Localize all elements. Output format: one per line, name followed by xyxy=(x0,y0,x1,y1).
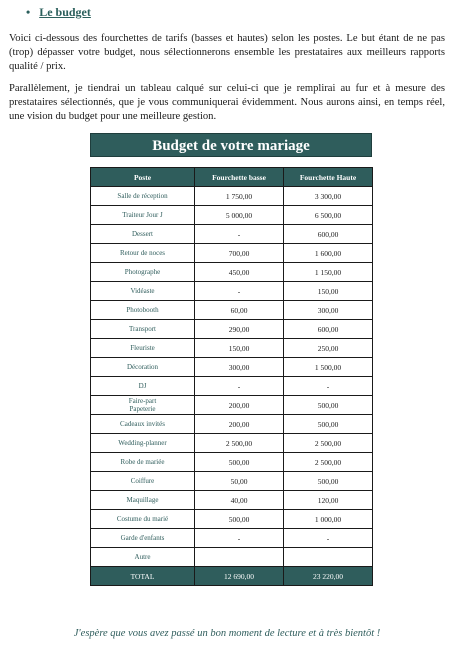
cell-poste: Photobooth xyxy=(91,301,195,320)
header-low: Fourchette basse xyxy=(195,168,284,187)
cell-poste: Photographe xyxy=(91,263,195,282)
cell-poste: Maquillage xyxy=(91,491,195,510)
cell-low: - xyxy=(195,377,284,396)
cell-high: 300,00 xyxy=(284,301,373,320)
cell-poste: Robe de mariée xyxy=(91,453,195,472)
cell-high: 1 150,00 xyxy=(284,263,373,282)
cell-poste: Transport xyxy=(91,320,195,339)
table-row xyxy=(91,320,373,339)
cell-poste: DJ xyxy=(91,377,195,396)
cell-low: 500,00 xyxy=(195,453,284,472)
table-row xyxy=(91,472,373,491)
cell-poste: Autre xyxy=(91,548,195,567)
cell-poste: Garde d'enfants xyxy=(91,529,195,548)
table-row xyxy=(91,339,373,358)
cell-low: 300,00 xyxy=(195,358,284,377)
cell-poste: Décoration xyxy=(91,358,195,377)
cell-poste: Fleuriste xyxy=(91,339,195,358)
cell-high: 6 500,00 xyxy=(284,206,373,225)
table-row xyxy=(91,358,373,377)
table-row xyxy=(91,301,373,320)
cell-high: - xyxy=(284,377,373,396)
table-row xyxy=(91,453,373,472)
section-heading xyxy=(26,5,91,20)
budget-table-container xyxy=(90,133,372,586)
cell-low: 200,00 xyxy=(195,415,284,434)
closing-message: J'espère que vous avez passé un bon moment de lecture et à très bientôt ! xyxy=(73,628,381,639)
table-row xyxy=(91,282,373,301)
table-row xyxy=(91,377,373,396)
cell-poste: Coiffure xyxy=(91,472,195,491)
table-total-row xyxy=(91,567,373,586)
table-row xyxy=(91,396,373,415)
table-row xyxy=(91,244,373,263)
cell-low: 5 000,00 xyxy=(195,206,284,225)
table-row xyxy=(91,510,373,529)
cell-poste: Cadeaux invités xyxy=(91,415,195,434)
cell-high: 1 500,00 xyxy=(284,358,373,377)
table-row xyxy=(91,206,373,225)
cell-high: 250,00 xyxy=(284,339,373,358)
cell-high: 500,00 xyxy=(284,472,373,491)
cell-low: 500,00 xyxy=(195,510,284,529)
budget-table xyxy=(90,167,373,586)
cell-high: 150,00 xyxy=(284,282,373,301)
cell-low: 60,00 xyxy=(195,301,284,320)
header-poste: Poste xyxy=(91,168,195,187)
table-row xyxy=(91,187,373,206)
cell-low: 40,00 xyxy=(195,491,284,510)
cell-poste: Vidéaste xyxy=(91,282,195,301)
cell-low: 200,00 xyxy=(195,396,284,415)
cell-low: - xyxy=(195,529,284,548)
cell-poste: Retour de noces xyxy=(91,244,195,263)
table-row xyxy=(91,225,373,244)
table-row xyxy=(91,529,373,548)
cell-poste: Dessert xyxy=(91,225,195,244)
bullet-icon: • xyxy=(26,5,31,19)
table-row xyxy=(91,415,373,434)
section-title: Le budget xyxy=(39,5,91,19)
cell-high: 1 600,00 xyxy=(284,244,373,263)
cell-high: 500,00 xyxy=(284,396,373,415)
cell-high: 2 500,00 xyxy=(284,434,373,453)
cell-low: 290,00 xyxy=(195,320,284,339)
cell-poste: Traiteur Jour J xyxy=(91,206,195,225)
intro-paragraph: Voici ci-dessous des fourchettes de tarifs (basses et hautes) selon les postes. Le but étant de ne pas (trop) dépasser votre budget, nous sélectionnerons ensemble les prestataires aux meilleurs rapports qualité / prix. xyxy=(9,33,445,72)
table-row xyxy=(91,434,373,453)
cell-high: 500,00 xyxy=(284,415,373,434)
cell-poste: Costume du marié xyxy=(91,510,195,529)
total-label: TOTAL xyxy=(91,567,195,586)
cell-low: 1 750,00 xyxy=(195,187,284,206)
table-header-row xyxy=(91,168,373,187)
cell-low: 700,00 xyxy=(195,244,284,263)
cell-low: 450,00 xyxy=(195,263,284,282)
cell-low: - xyxy=(195,282,284,301)
cell-poste: Salle de réception xyxy=(91,187,195,206)
tracking-paragraph: Parallèlement, je tiendrai un tableau calqué sur celui-ci que je remplirai au fur et à mesure des prestataires sélectionnés, que je vous communiquerai évidemment. Nous aurons ainsi, en temps réel, une vision du budget pour une meilleure gestion. xyxy=(9,83,445,122)
cell-high xyxy=(284,548,373,567)
cell-high: - xyxy=(284,529,373,548)
table-title: Budget de votre mariage xyxy=(90,133,372,157)
cell-high: 3 300,00 xyxy=(284,187,373,206)
table-row xyxy=(91,491,373,510)
cell-low: - xyxy=(195,225,284,244)
cell-low: 150,00 xyxy=(195,339,284,358)
cell-low xyxy=(195,548,284,567)
table-row xyxy=(91,548,373,567)
cell-poste: Wedding-planner xyxy=(91,434,195,453)
cell-high: 600,00 xyxy=(284,225,373,244)
cell-poste: Faire-part Papeterie xyxy=(91,396,195,415)
header-high: Fourchette Haute xyxy=(284,168,373,187)
total-low: 12 690,00 xyxy=(195,567,284,586)
total-high: 23 220,00 xyxy=(284,567,373,586)
table-row xyxy=(91,263,373,282)
cell-low: 50,00 xyxy=(195,472,284,491)
cell-low: 2 500,00 xyxy=(195,434,284,453)
cell-high: 1 000,00 xyxy=(284,510,373,529)
cell-high: 2 500,00 xyxy=(284,453,373,472)
cell-high: 600,00 xyxy=(284,320,373,339)
cell-high: 120,00 xyxy=(284,491,373,510)
